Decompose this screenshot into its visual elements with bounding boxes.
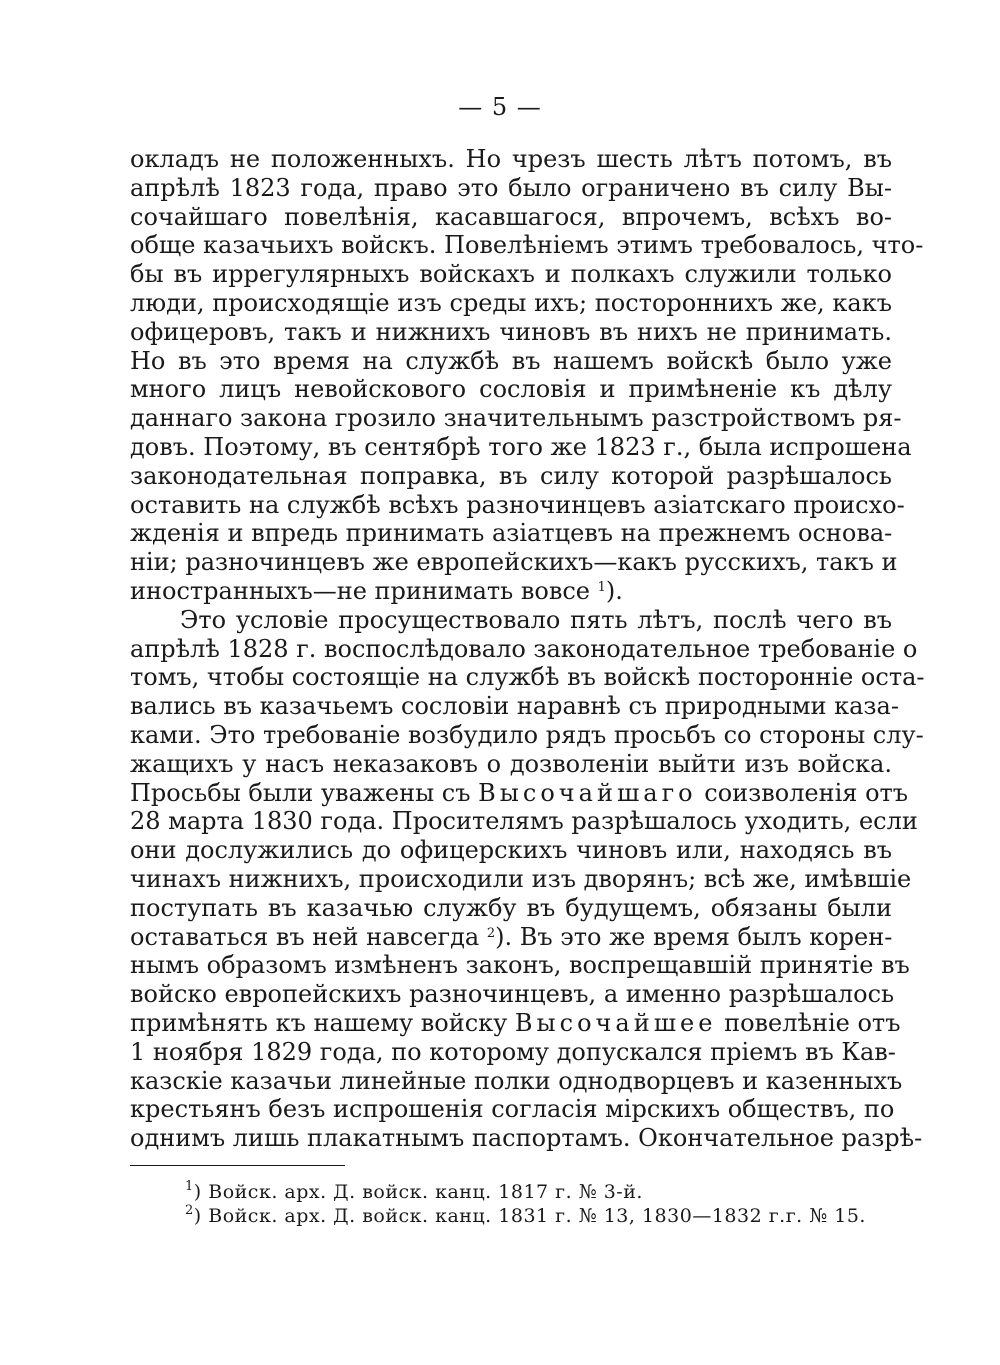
text-line: законодательная поправка, въ силу которой разрѣшалось: [130, 461, 892, 490]
spaced-word: Высочайшаго: [478, 778, 697, 807]
text-line: апрѣлѣ 1823 года, право это было ограничено въ силу Вы-: [130, 173, 892, 202]
footnote-mark: 2: [185, 1203, 194, 1218]
page-number: — 5 —: [458, 93, 542, 121]
text-line: офицеровъ, такъ и нижнихъ чиновъ въ нихъ не принимать.: [130, 317, 892, 346]
line-text: повелѣніе отъ: [724, 1008, 901, 1037]
body-text: [130, 145, 925, 1153]
text-line: много лицъ невойскового сословія и примѣненіе къ дѣлу: [130, 375, 892, 404]
text-line: сочайшаго повелѣнія, касавшагося, впрочемъ, всѣхъ во-: [130, 202, 892, 231]
text-line: жденія и впредь принимать азіатцевъ на прежнемъ основа-: [130, 519, 893, 548]
text-line: однимъ лишь плакатнымъ паспортамъ. Окончательное разрѣ-: [130, 1124, 923, 1153]
line-text: оставаться въ ней навсегда: [130, 922, 480, 951]
text-line: апрѣлѣ 1828 г. воспослѣдовало законодательное требованіе о: [130, 634, 918, 663]
text-line: ніи; разночинцевъ же европейскихъ—какъ русскихъ, такъ и: [130, 548, 898, 577]
text-line: 28 марта 1830 года. Просителямъ разрѣшалось уходить, если: [130, 807, 918, 836]
line-text: ). Въ это же время былъ корен-: [495, 922, 893, 951]
text-line: они дослужились до офицерскихъ чиновъ или, находясь въ: [130, 836, 892, 865]
text-line: чинахъ нижнихъ, происходили изъ дворянъ; всѣ же, имѣвшіе: [130, 864, 912, 893]
text-line: довъ. Поэтому, въ сентябрѣ того же 1823 г., была испрошена: [130, 432, 912, 461]
footnote-ref: 1: [597, 579, 606, 595]
footnote-divider: [130, 1165, 345, 1166]
text-line: даннаго закона грозило значительнымъ разстройствомъ ря-: [130, 404, 902, 433]
text-line: ками. Это требованіе возбудило рядъ просьбъ со стороны слу-: [130, 720, 924, 749]
line-text: Просьбы были уважены съ: [130, 778, 471, 807]
text-line: Но въ это время на службѣ въ нашемъ войскѣ было уже: [130, 346, 892, 375]
text-line: поступать въ казачью службу въ будущемъ, обязаны были: [130, 893, 892, 922]
text-line: люди, происходящіе изъ среды ихъ; постороннихъ же, какъ: [130, 288, 892, 317]
text-line: окладъ не положенныхъ. Но чрезъ шесть лѣтъ потомъ, въ: [130, 145, 892, 173]
text-line: обще казачьихъ войскъ. Повелѣніемъ этимъ требовалось, что-: [130, 231, 924, 260]
text-line: [130, 1008, 901, 1038]
text-line: вались въ казачьемъ сословіи наравнѣ съ природными каза-: [130, 692, 899, 721]
footnote-text: ) Войск. арх. Д. войск. канц. 1817 г. № 3-й.: [193, 1181, 643, 1203]
text-line: [130, 577, 892, 606]
spaced-word: Высочайшее: [514, 1008, 717, 1037]
footnote-text: ) Войск. арх. Д. войск. канц. 1831 г. № 13, 1830—1832 г.г. № 15.: [193, 1205, 866, 1227]
text-line: войско европейскихъ разночинцевъ, а именно разрѣшалось: [130, 980, 895, 1009]
line-text: иностранныхъ—не принимать вовсе: [130, 576, 590, 605]
footnote-ref: 2: [486, 925, 496, 941]
line-text: соизволенія отъ: [704, 778, 909, 807]
text-line: нымъ образомъ измѣненъ законъ, воспрещавшій принятіе въ: [130, 951, 910, 980]
text-line: 1 ноября 1829 года, по которому допускался пріемъ въ Кав-: [130, 1037, 896, 1066]
text-line: крестьянъ безъ испрошенія согласія мірскихъ обществъ, по: [130, 1095, 895, 1124]
text-line: оставить на службѣ всѣхъ разночинцевъ азіатскаго происхо-: [130, 490, 905, 519]
footnote: [185, 1204, 866, 1228]
paragraph-start: Это условіе просуществовало пять лѣтъ, послѣ чего въ: [180, 605, 892, 634]
closing-paren: ).: [605, 576, 623, 605]
footnote-mark: 1: [185, 1179, 194, 1194]
text-line: казскіе казачьи линейные полки однодворцевъ и казенныхъ: [130, 1066, 903, 1095]
text-line: жащихъ у насъ неказаковъ о дозволеніи выйти изъ войска.: [130, 749, 892, 778]
text-line: [130, 923, 892, 952]
footnote: [185, 1180, 866, 1204]
line-text: примѣнять къ нашему войску: [130, 1008, 508, 1037]
text-line: томъ, чтобы состоящіе на службѣ въ войскѣ посторонніе оста-: [130, 663, 925, 692]
footnotes: [185, 1180, 866, 1228]
text-line: [130, 778, 909, 808]
text-line: бы въ иррегулярныхъ войскахъ и полкахъ служили только: [130, 260, 892, 289]
